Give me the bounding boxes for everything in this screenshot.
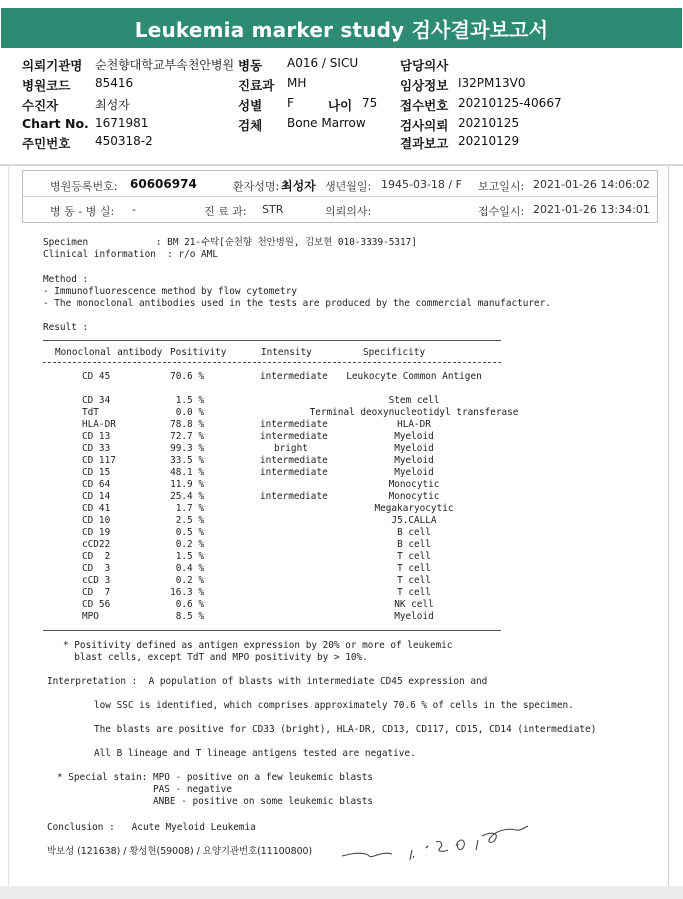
label-ward: 병동 xyxy=(238,58,263,73)
table-row xyxy=(0,419,660,431)
label-sex: 성별 xyxy=(238,98,263,113)
cell-specificity: T cell xyxy=(397,563,431,574)
cell-positivity: 78.8 % xyxy=(170,419,204,430)
label-attending-doctor: 담당의사 xyxy=(400,58,449,73)
cell-antibody: CD 45 xyxy=(82,371,111,382)
cell-antibody: TdT xyxy=(82,407,99,418)
table-row xyxy=(0,395,660,407)
signatories-line: 박보성 (121638) / 황성현(59008) / 요양기관번호(11100800) xyxy=(47,846,313,857)
col-header-positivity: Positivity xyxy=(170,347,227,358)
table-row xyxy=(0,407,660,419)
patient-name-label: 환자성명: xyxy=(233,180,280,193)
cell-positivity: 25.4 % xyxy=(170,491,204,502)
cell-specificity: J5.CALLA xyxy=(391,515,437,526)
cell-antibody: MPO xyxy=(82,611,99,622)
value-sex: F xyxy=(287,96,294,110)
footnote-line-2: blast cells, except TdT and MPO positivity by > 10%. xyxy=(63,652,368,663)
value-hospital-code: 85416 xyxy=(95,76,134,90)
method-line-1: - Immunofluorescence method by flow cytometry xyxy=(43,286,297,297)
table-header-rule xyxy=(43,362,501,363)
label-result-report: 결과보고 xyxy=(400,136,449,151)
table-row xyxy=(0,611,660,623)
ward-room-label: 병 동 - 병 실: xyxy=(50,205,115,218)
cell-specificity: Monocytic xyxy=(388,491,440,502)
table-row xyxy=(0,443,660,455)
handwritten-signature xyxy=(340,810,540,870)
conclusion-line: Conclusion : Acute Myeloid Leukemia xyxy=(47,822,256,833)
table-row xyxy=(0,503,660,515)
cell-antibody: CD 117 xyxy=(82,455,116,466)
label-requesting-institution: 의뢰기관명 xyxy=(22,58,83,73)
registration-divider xyxy=(23,196,657,197)
cell-intensity: bright xyxy=(274,443,308,454)
label-test-requested: 검사의뢰 xyxy=(400,118,449,133)
label-age: 나이 xyxy=(328,98,353,113)
label-receipt-number: 접수번호 xyxy=(400,98,449,113)
reg-no-value: 60606974 xyxy=(130,177,197,191)
table-row xyxy=(0,539,660,551)
table-row xyxy=(0,551,660,563)
value-requesting-institution: 순천향대학교부속천안병원 xyxy=(95,58,235,72)
cell-specificity: Myeloid xyxy=(394,611,434,622)
report-date-label: 보고일시: xyxy=(478,180,525,193)
table-row xyxy=(0,527,660,539)
cell-specificity: T cell xyxy=(397,551,431,562)
special-stain-line-3: ANBE - positive on some leukemic blasts xyxy=(57,796,374,807)
cell-antibody: CD 41 xyxy=(82,503,111,514)
cell-positivity: 16.3 % xyxy=(170,587,204,598)
label-clinical-info: 임상정보 xyxy=(400,78,449,93)
cell-antibody: CD 3 xyxy=(82,563,111,574)
cell-positivity: 99.3 % xyxy=(170,443,204,454)
received-date-value: 2021-01-26 13:34:01 xyxy=(533,203,650,216)
table-row xyxy=(0,479,660,491)
cell-positivity: 33.5 % xyxy=(170,455,204,466)
cell-specificity: Myeloid xyxy=(394,431,434,442)
method-title: Method : xyxy=(43,274,89,285)
cell-positivity: 1.7 % xyxy=(175,503,204,514)
table-bottom-rule xyxy=(43,630,501,631)
cell-intensity: intermediate xyxy=(260,467,328,478)
value-resident-number: 450318-2 xyxy=(95,134,153,148)
report-title-bar xyxy=(1,8,682,48)
method-line-2: - The monoclonal antibodies used in the tests are produced by the commercial manufacturer. xyxy=(43,298,551,309)
cell-intensity: intermediate xyxy=(260,491,328,502)
cell-specificity: NK cell xyxy=(394,599,434,610)
table-row xyxy=(0,563,660,575)
clinical-info-line: Clinical information : r/o AML xyxy=(43,249,218,260)
report-title: Leukemia marker study 검사결과보고서 xyxy=(134,17,549,42)
cell-specificity: Myeloid xyxy=(394,455,434,466)
cell-antibody: HLA-DR xyxy=(82,419,116,430)
cell-antibody: CD 10 xyxy=(82,515,111,526)
patient-name-value: 최성자 xyxy=(281,179,316,193)
cell-antibody: CD 19 xyxy=(82,527,111,538)
cell-positivity: 1.5 % xyxy=(175,551,204,562)
label-specimen: 검체 xyxy=(238,118,263,133)
dept-label: 진 료 과: xyxy=(204,205,247,218)
specimen-line: Specimen : BM 21-수탁[순천향 천안병원, 김보현 010-3339-5317] xyxy=(43,237,417,248)
cell-specificity: Stem cell xyxy=(388,395,440,406)
report-date-value: 2021-01-26 14:06:02 xyxy=(533,178,650,191)
dept-value: STR xyxy=(262,203,284,216)
dob-label: 생년월일: xyxy=(325,180,372,193)
reg-no-label: 병원등록번호: xyxy=(50,180,118,193)
cell-positivity: 0.2 % xyxy=(175,575,204,586)
cell-positivity: 0.2 % xyxy=(175,539,204,550)
special-stain-line-1: * Special stain: MPO - positive on a few leukemic blasts xyxy=(57,772,374,783)
result-label: Result : xyxy=(43,322,89,333)
table-row xyxy=(0,575,660,587)
cell-specificity: Myeloid xyxy=(394,467,434,478)
table-row xyxy=(0,431,660,443)
received-date-label: 접수일시: xyxy=(478,205,525,218)
special-stain-line-2: PAS - negative xyxy=(57,784,232,795)
label-hospital-code: 병원코드 xyxy=(22,78,71,93)
table-row xyxy=(0,371,660,383)
cell-positivity: 1.5 % xyxy=(175,395,204,406)
cell-positivity: 8.5 % xyxy=(175,611,204,622)
cell-positivity: 72.7 % xyxy=(170,431,204,442)
cell-antibody: CD 34 xyxy=(82,395,111,406)
cell-positivity: 2.5 % xyxy=(175,515,204,526)
value-chart-no: 1671981 xyxy=(95,116,149,130)
cell-intensity: intermediate xyxy=(260,419,328,430)
cell-positivity: 0.0 % xyxy=(175,407,204,418)
cell-specificity: T cell xyxy=(397,587,431,598)
bottom-band xyxy=(0,886,683,899)
label-department: 진료과 xyxy=(238,78,275,93)
table-row xyxy=(0,515,660,527)
ward-room-value: - xyxy=(132,203,136,216)
label-chart-no: Chart No. xyxy=(22,116,89,131)
cell-positivity: 0.6 % xyxy=(175,599,204,610)
cell-antibody: cCD22 xyxy=(82,539,111,550)
cell-positivity: 0.4 % xyxy=(175,563,204,574)
interpretation-line-2: low SSC is identified, which comprises approximately 70.6 % of cells in the specimen. xyxy=(94,700,574,711)
cell-antibody: CD 56 xyxy=(82,599,111,610)
cell-specificity: B cell xyxy=(397,539,431,550)
cell-intensity: intermediate xyxy=(260,371,328,382)
col-header-specificity: Specificity xyxy=(363,347,426,358)
cell-antibody: CD 14 xyxy=(82,491,111,502)
value-specimen: Bone Marrow xyxy=(287,116,366,130)
value-ward: A016 / SICU xyxy=(287,56,359,70)
cell-specificity: Monocytic xyxy=(388,479,440,490)
table-row xyxy=(0,491,660,503)
label-patient: 수진자 xyxy=(22,98,59,113)
value-clinical-info: I32PM13V0 xyxy=(458,76,526,90)
table-top-rule xyxy=(43,340,501,341)
label-resident-number: 주민번호 xyxy=(22,136,71,151)
cell-antibody: CD 7 xyxy=(82,587,111,598)
cell-specificity: HLA-DR xyxy=(397,419,431,430)
cell-specificity: T cell xyxy=(397,575,431,586)
cell-antibody: CD 2 xyxy=(82,551,111,562)
ref-doctor-label: 의뢰의사: xyxy=(325,205,372,218)
cell-antibody: CD 33 xyxy=(82,443,111,454)
interpretation-line-4: All B lineage and T lineage antigens tested are negative. xyxy=(94,748,416,759)
table-row xyxy=(0,467,660,479)
cell-antibody: cCD 3 xyxy=(82,575,111,586)
cell-positivity: 0.5 % xyxy=(175,527,204,538)
table-row xyxy=(0,599,660,611)
cell-antibody: CD 64 xyxy=(82,479,111,490)
cell-specificity: B cell xyxy=(397,527,431,538)
value-result-report: 20210129 xyxy=(458,134,520,148)
col-header-intensity: Intensity xyxy=(261,347,312,358)
cell-antibody: CD 13 xyxy=(82,431,111,442)
value-receipt-number: 20210125-40667 xyxy=(458,96,562,110)
cell-positivity: 48.1 % xyxy=(170,467,204,478)
cell-specificity: Terminal deoxynucleotidyl transferase xyxy=(309,407,519,418)
table-row xyxy=(0,587,660,599)
dob-value: 1945-03-18 / F xyxy=(381,178,462,191)
footnote-line-1: * Positivity defined as antigen expression by 20% or more of leukemic xyxy=(63,640,453,651)
col-header-antibody: Monoclonal antibody xyxy=(55,347,163,358)
cell-antibody: CD 15 xyxy=(82,467,111,478)
cell-intensity: intermediate xyxy=(260,431,328,442)
cell-intensity: intermediate xyxy=(260,455,328,466)
value-age: 75 xyxy=(362,96,378,110)
table-row xyxy=(0,455,660,467)
cell-specificity: Leukocyte Common Antigen xyxy=(346,371,482,382)
value-patient: 최성자 xyxy=(95,98,130,112)
value-department: MH xyxy=(287,76,307,90)
interpretation-line-3: The blasts are positive for CD33 (bright), HLA-DR, CD13, CD117, CD15, CD14 (intermediate) xyxy=(94,724,597,735)
interpretation-line-1: Interpretation : A population of blasts with intermediate CD45 expression and xyxy=(47,676,488,687)
cell-specificity: Megakaryocytic xyxy=(374,503,454,514)
cell-positivity: 70.6 % xyxy=(170,371,204,382)
cell-specificity: Myeloid xyxy=(394,443,434,454)
value-test-requested: 20210125 xyxy=(458,116,520,130)
cell-positivity: 11.9 % xyxy=(170,479,204,490)
